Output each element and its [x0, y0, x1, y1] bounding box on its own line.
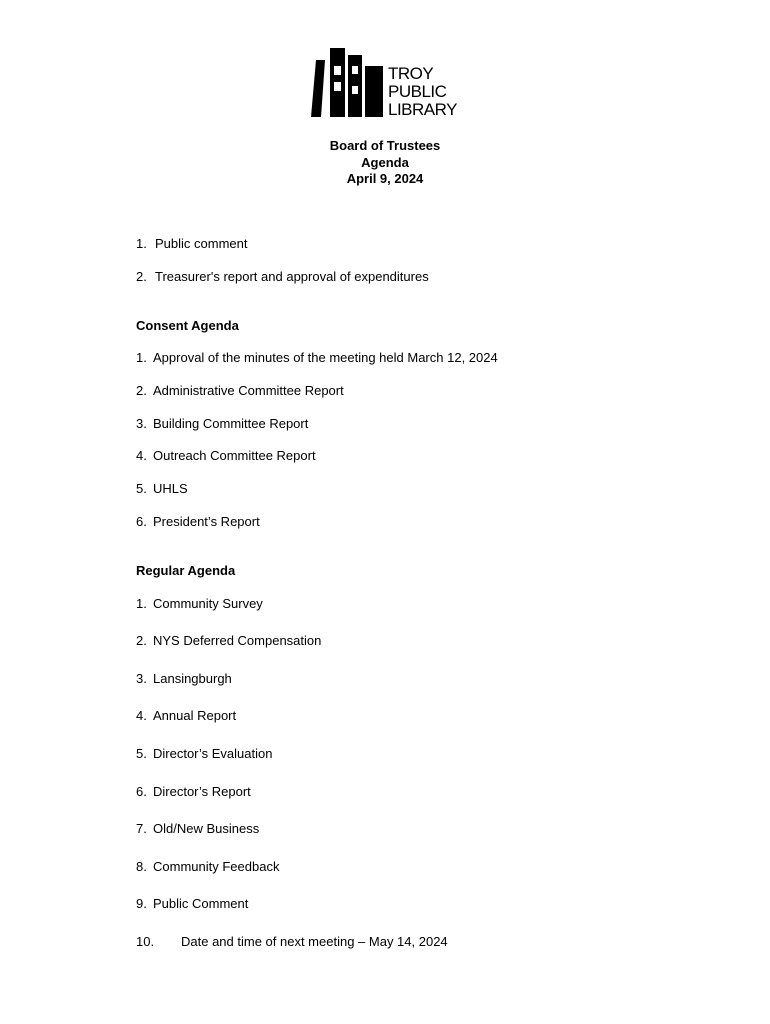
- item-text: Public Comment: [153, 896, 249, 911]
- consent-item: [136, 383, 344, 399]
- item-text: NYS Deferred Compensation: [153, 633, 322, 648]
- item-text: Treasurer's report and approval of expenditures: [155, 269, 429, 284]
- item-number: 4.: [136, 708, 147, 723]
- item-number: 7.: [136, 821, 147, 836]
- consent-item: [136, 514, 260, 530]
- item-text: Director’s Evaluation: [153, 746, 273, 761]
- item-number: 3.: [136, 416, 147, 431]
- logo-wordmark: [388, 65, 457, 119]
- item-text: Building Committee Report: [153, 416, 309, 431]
- item-number: 1.: [136, 596, 147, 611]
- item-number: 1.: [136, 236, 147, 251]
- consent-item: [136, 416, 308, 432]
- item-number: 10.: [136, 934, 155, 949]
- regular-item: [136, 859, 279, 875]
- item-text: Director’s Report: [153, 784, 251, 799]
- item-text: President’s Report: [153, 514, 260, 529]
- opening-item: [136, 236, 247, 252]
- item-text: Date and time of next meeting – May 14, 2024: [181, 934, 448, 949]
- item-text: Approval of the minutes of the meeting held March 12, 2024: [153, 350, 498, 365]
- regular-agenda-heading: Regular Agenda: [136, 563, 236, 578]
- regular-item: [136, 896, 248, 912]
- regular-item: [136, 671, 232, 687]
- library-logo: [308, 46, 468, 120]
- item-text: Outreach Committee Report: [153, 448, 316, 463]
- item-number: 5.: [136, 746, 147, 761]
- consent-item: [136, 350, 498, 366]
- regular-item: [136, 821, 259, 837]
- regular-item: [136, 633, 321, 649]
- regular-item: [136, 746, 272, 762]
- item-number: 6.: [136, 784, 147, 799]
- item-text: UHLS: [153, 481, 188, 496]
- opening-item: [136, 269, 429, 285]
- logo-line-1: TROY: [388, 64, 434, 83]
- item-text: Administrative Committee Report: [153, 383, 344, 398]
- logo-line-3: LIBRARY: [388, 100, 457, 119]
- item-number: 3.: [136, 671, 147, 686]
- regular-item: [136, 934, 448, 950]
- item-text: Public comment: [155, 236, 248, 251]
- consent-agenda-heading: Consent Agenda: [136, 318, 239, 333]
- document-title: Board of Trustees: [329, 138, 441, 153]
- meeting-date: April 9, 2024: [346, 171, 424, 186]
- item-text: Old/New Business: [153, 821, 260, 836]
- item-number: 1.: [136, 350, 147, 365]
- document-header: [0, 138, 770, 188]
- item-number: 2.: [136, 633, 147, 648]
- item-number: 2.: [136, 383, 147, 398]
- item-number: 5.: [136, 481, 147, 496]
- item-number: 4.: [136, 448, 147, 463]
- item-text: Lansingburgh: [153, 671, 232, 686]
- item-text: Community Feedback: [153, 859, 280, 874]
- document-subtitle: Agenda: [361, 154, 409, 170]
- regular-item: [136, 708, 236, 724]
- consent-item: [136, 448, 316, 464]
- item-number: 8.: [136, 859, 147, 874]
- regular-item: [136, 784, 251, 800]
- consent-item: [136, 481, 188, 497]
- logo-line-2: PUBLIC: [388, 82, 447, 101]
- item-number: 9.: [136, 896, 147, 911]
- regular-item: [136, 596, 263, 612]
- item-number: 6.: [136, 514, 147, 529]
- item-number: 2.: [136, 269, 147, 284]
- book-spines-logo-icon: [308, 46, 388, 120]
- item-text: Community Survey: [153, 596, 263, 611]
- item-text: Annual Report: [153, 708, 237, 723]
